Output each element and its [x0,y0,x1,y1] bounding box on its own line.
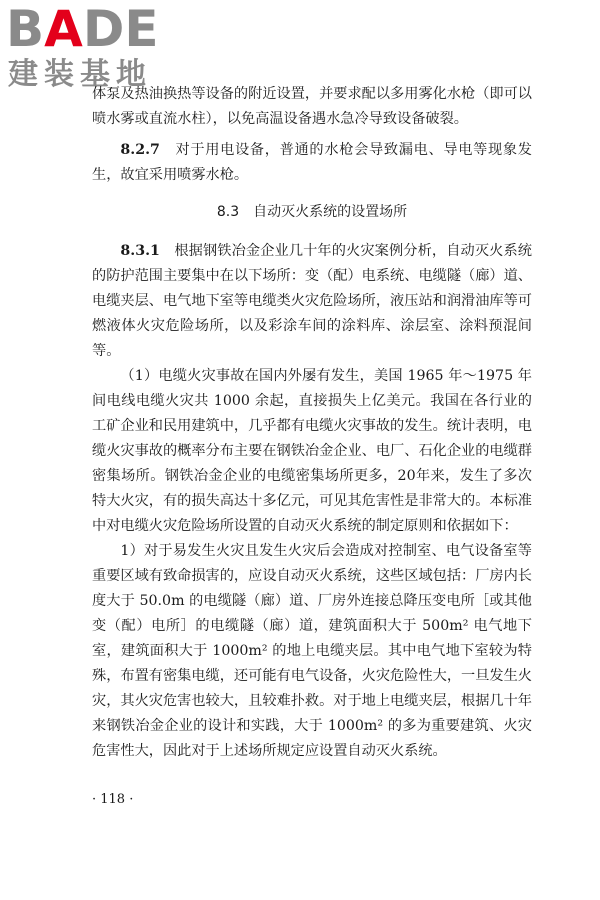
paragraph-continuation: 体泵及热油换热等设备的附近设置，并要求配以多用雾化水枪（即可以喷水雾或直流水柱），以免高温设备遇水急冷导致设备破裂。 [92,86,532,127]
document-body [92,82,532,764]
bade-logo [6,0,176,92]
section-heading: 8.3 自动灭火系统的设置场所 [216,204,408,220]
paragraph-cable-fire: （1）电缆火灾事故在国内外屡有发生，美国 1965 年～1975 年间电线电缆火灾共 1000 余起，直接损失上亿美元。我国在各行业的工矿企业和民用建筑中，几乎都有电缆火灾事故的发生。统计表明，电缆火灾事故的概率分布主要在钢铁冶金企业、电厂、石化企业的电缆群密集场所。钢铁冶金企业的电缆密集场所更多，20年来，发生了多次特大火灾，有的损失高达十多亿元，可见其危害性是非常大的。本标准中对电缆火灾危险场所设置的自动灭火系统的制定原则和依据如下： [92,368,532,534]
page-number: · 118 · [92,792,134,807]
clause-8-3-1 [92,239,532,364]
clause-text: 对于用电设备，普通的水枪会导致漏电、导电等现象发生，故宜采用喷雾水枪。 [92,142,532,183]
logo-wordmark: BADE [6,0,159,58]
clause-text: 根据钢铁冶金企业几十年的火灾案例分析，自动灭火系统的防护范围主要集中在以下场所：变（配）电系统、电缆隧（廊）道、电缆夹层、电气地下室等电缆类火灾危险场所，液压站和润滑油库等可燃液体火灾危险场所，以及彩涂车间的涂料库、涂层室、涂料预混间等。 [92,243,532,359]
paragraph-item-1: 1）对于易发生火灾且发生火灾后会造成对控制室、电气设备室等重要区域有致命损害的，应设自动灭火系统，这些区域包括：厂房内长度大于 50.0m 的电缆隧（廊）道、厂房外连接总降压变电所［或其他变（配）电所］的电缆隧（廊）道，建筑面积大于 500m² 电气地下室，建筑面积大于 1000m² 的地上电缆夹层。其中电气地下室较为特殊，布置有密集电缆，还可能有电气设备，火灾危险性大，一旦发生火灾，其火灾危害也较大，且较难扑救。对于地上电缆夹层，根据几十年来钢铁冶金企业的设计和实践，大于 1000m² 的多为重要建筑、火灾危害性大，因此对于上述场所规定应设置自动灭火系统。 [92,543,532,759]
clause-number: 8.3.1 [120,243,160,259]
logo-subtitle: 建装基地 [8,57,152,92]
clause-number: 8.2.7 [120,142,160,158]
clause-8-2-7 [92,138,532,188]
